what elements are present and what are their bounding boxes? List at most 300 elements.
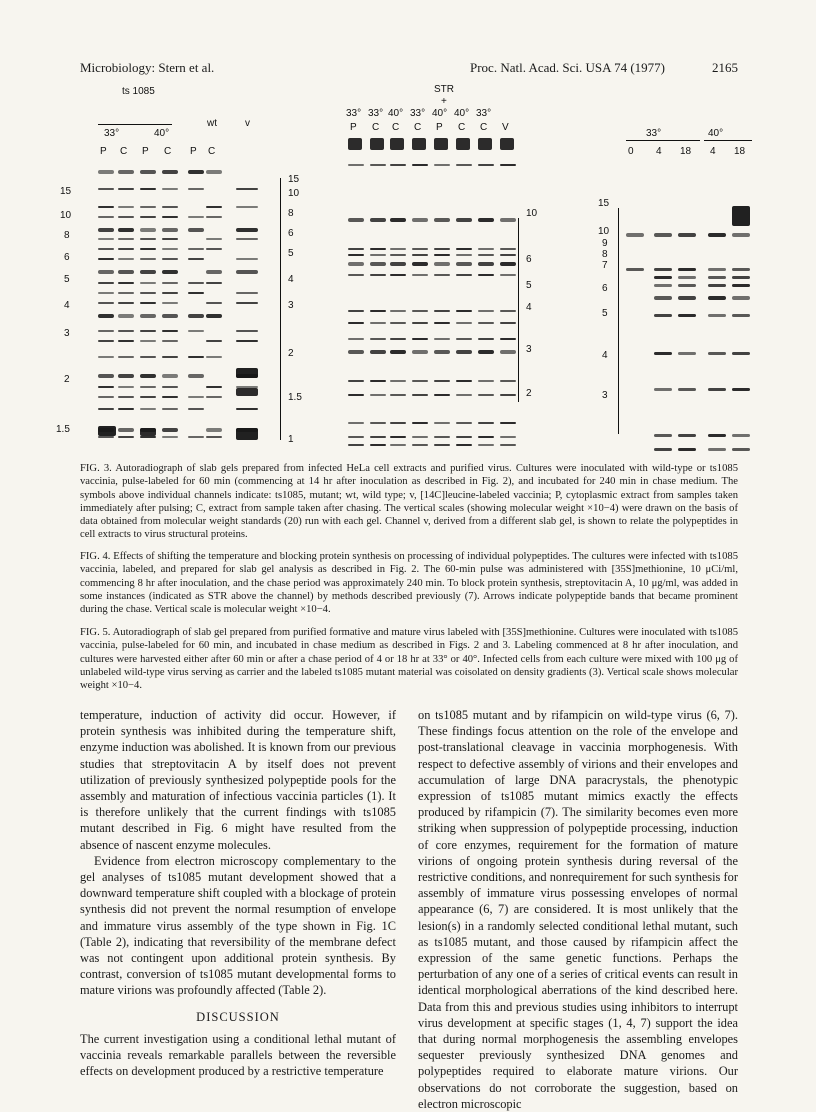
gel-band	[478, 138, 492, 150]
gel-band	[98, 386, 114, 388]
gel-band	[236, 258, 258, 260]
gel-band	[732, 388, 750, 391]
gel-band	[162, 248, 178, 250]
gel-band	[236, 238, 258, 240]
gel-band	[478, 350, 494, 354]
gel-band	[118, 340, 134, 342]
gel-band	[140, 282, 156, 284]
gel-band	[370, 218, 386, 222]
gel-band	[370, 394, 386, 396]
fig3-lane-label: P	[100, 146, 107, 157]
gel-band	[370, 350, 386, 354]
fig3-group-label: ts 1085	[122, 86, 155, 97]
gel-band	[188, 228, 204, 232]
gel-band	[500, 394, 516, 396]
gel-band	[162, 228, 178, 232]
gel-band	[500, 338, 516, 340]
gel-band	[370, 274, 386, 276]
gel-band	[500, 262, 516, 266]
gel-band	[412, 262, 428, 266]
gel-band	[188, 356, 204, 358]
gel-band	[98, 426, 116, 436]
gel-band	[140, 408, 156, 410]
fig5-scale-tick: 10	[598, 226, 610, 237]
gel-band	[732, 284, 750, 287]
gel-band	[236, 340, 258, 342]
gel-band	[236, 302, 258, 304]
gel-band	[118, 282, 134, 284]
gel-band	[456, 350, 472, 354]
gel-band	[140, 396, 156, 398]
fig3-lane-label: C	[164, 146, 172, 157]
fig3-caption: FIG. 3. Autoradiograph of slab gels prepared from infected HeLa cell extracts and purified virus. Cultures were inoculated with wild-type or ts1085 vaccinia, pulse-labeled for 60 min (commencing at 14 hr after inoculation as described in Fig. 2), and incubated for 240 min in chase medium. The symbols above individual channels indicate: ts1085, mutant; wt, wild type; v, [14C]leucine-labeled vaccinia; P, cytoplasmic extract from samples taken immediately after pulsing; C, extract from sample taken after chasing. The vertical scales (showing molecular weight ×10−4) were drawn on the basis of data obtained from molecular weight standards (20) run with each gel. Channel v, derived from a different slab gel, is shown to relate the polypeptides in cell extracts to virus structural proteins.	[80, 463, 738, 541]
gel-band	[348, 322, 364, 324]
gel-band	[708, 314, 726, 317]
gel-band	[206, 314, 222, 318]
gel-band	[370, 254, 386, 256]
gel-band	[206, 340, 222, 342]
running-header-right	[470, 60, 738, 76]
gel-band	[390, 436, 406, 438]
gel-band	[412, 274, 428, 276]
fig4-temp-label: 33°	[410, 108, 426, 119]
gel-band	[188, 330, 204, 332]
gel-band	[678, 388, 696, 391]
gel-band	[98, 314, 114, 318]
journal-citation: Proc. Natl. Acad. Sci. USA 74 (1977)	[470, 60, 665, 75]
gel-band	[412, 394, 428, 396]
gel-band	[118, 428, 134, 432]
fig4-scale-tick: 5	[526, 280, 532, 291]
gel-band	[654, 352, 672, 355]
gel-band	[434, 338, 450, 340]
gel-band	[456, 310, 472, 312]
gel-band	[206, 282, 222, 284]
gel-band	[708, 388, 726, 391]
gel-band	[412, 350, 428, 354]
gel-band	[206, 238, 222, 240]
gel-band	[370, 164, 386, 166]
gel-band	[708, 284, 726, 287]
gel-band	[732, 233, 750, 237]
gel-band	[654, 233, 672, 237]
gel-band	[162, 374, 178, 378]
fig5-time-label: 18	[680, 146, 692, 157]
gel-band	[162, 302, 178, 304]
gel-band	[500, 254, 516, 256]
gel-band	[434, 262, 450, 266]
gel-band	[188, 282, 204, 284]
gel-band	[118, 248, 134, 250]
gel-band	[708, 352, 726, 355]
gel-band	[118, 374, 134, 378]
gel-band	[626, 233, 644, 237]
gel-band	[236, 228, 258, 232]
gel-band	[478, 164, 494, 166]
body-left-column	[80, 707, 396, 1079]
gel-band	[162, 258, 178, 260]
fig3-right-scale-tick: 15	[288, 174, 300, 185]
gel-band	[140, 386, 156, 388]
gel-band	[118, 396, 134, 398]
gel-band	[500, 248, 516, 250]
fig5-scale-tick: 15	[598, 198, 610, 209]
running-header-left: Microbiology: Stern et al.	[80, 60, 215, 75]
gel-band	[500, 444, 516, 446]
gel-band	[732, 352, 750, 355]
gel-band	[654, 296, 672, 300]
gel-band	[478, 422, 494, 424]
gel-band	[456, 444, 472, 446]
gel-band	[206, 436, 222, 438]
fig3-right-scale-tick: 6	[288, 228, 294, 239]
gel-band	[98, 302, 114, 304]
gel-band	[500, 164, 516, 166]
fig3-v-label: v	[245, 118, 250, 129]
gel-band	[188, 314, 204, 318]
gel-band	[478, 310, 494, 312]
gel-band	[370, 262, 386, 266]
gel-band	[188, 292, 204, 294]
gel-band	[370, 322, 386, 324]
gel-band	[500, 436, 516, 438]
gel-band	[500, 350, 516, 354]
gel-band	[348, 422, 364, 424]
gel-band	[434, 218, 450, 222]
gel-band	[118, 228, 134, 232]
gel-band	[140, 302, 156, 304]
gel-band	[678, 284, 696, 287]
gel-band	[98, 238, 114, 240]
fig5-time-label: 18	[734, 146, 746, 157]
gel-band	[236, 206, 258, 208]
gel-band	[348, 338, 364, 340]
gel-band	[140, 206, 156, 208]
gel-band	[370, 310, 386, 312]
gel-band	[118, 386, 134, 388]
fig4-gel-image	[340, 78, 570, 460]
gel-band	[118, 408, 134, 410]
gel-band	[206, 206, 222, 208]
gel-band	[348, 248, 364, 250]
body-paragraph: on ts1085 mutant and by rifampicin on wild-type virus (6, 7). These findings focus attention on the role of the envelope and post-translational cleavage in vaccinia morphogenesis. With respect to defective assembly of virions and their envelopes and accumulation of large DNA paracrystals, the phenotypic expression of ts1085 mutant mimics exactly the effects produced by rifampicin (7). The similarity becomes even more striking when suppression of polypeptide processing, induction of core enzymes, requirement for the formation of mature virions of ongoing protein synthesis during reversal of the restrictive conditions, and nonrequirement for such synthesis for assembly of immature virus possessing envelopes of normal appearance (6, 7) are considered. It is most unlikely that the lesion(s) in a randomly selected conditional lethal mutant, such as ts1085 mutant, and those caused by rifampicin affect the expression of the same genetic functions. Perhaps the perturbation of any one of a series of critical events can result in identical morphological aberrations of the kind described here. Data from this and previous studies using inhibitors to interrupt virus development at specific stages (1, 4, 7) support the idea that during normal morphogenesis the assembling envelopes sequester previously synthesized DNA genomes and polypeptides required to elaborate mature virions. Our observations do not corroborate the suggestion, based on electron microscopic	[418, 708, 738, 1111]
gel-band	[118, 356, 134, 358]
gel-band	[654, 276, 672, 279]
gel-band	[412, 138, 426, 150]
gel-band	[434, 444, 450, 446]
gel-band	[478, 380, 494, 382]
fig5-scale-tick: 4	[602, 350, 608, 361]
gel-band	[434, 436, 450, 438]
gel-band	[206, 356, 222, 358]
gel-band	[348, 254, 364, 256]
gel-band	[412, 218, 428, 222]
fig4-temp-label: 33°	[346, 108, 362, 119]
gel-band	[206, 170, 222, 174]
gel-band	[140, 314, 156, 318]
gel-band	[456, 138, 470, 150]
gel-band	[654, 434, 672, 437]
discussion-heading: DISCUSSION	[196, 1009, 280, 1024]
gel-band	[456, 164, 472, 166]
gel-band	[118, 238, 134, 240]
gel-band	[348, 444, 364, 446]
gel-band	[140, 248, 156, 250]
fig5-scale-tick: 6	[602, 283, 608, 294]
gel-band	[434, 310, 450, 312]
gel-band	[140, 188, 156, 190]
gel-band	[678, 352, 696, 355]
gel-band	[162, 330, 178, 332]
gel-band	[412, 422, 428, 424]
gel-band	[478, 248, 494, 250]
gel-band	[98, 330, 114, 332]
gel-band	[188, 374, 204, 378]
gel-band	[456, 380, 472, 382]
gel-band	[434, 248, 450, 250]
gel-band	[140, 436, 156, 438]
gel-band	[390, 274, 406, 276]
gel-band	[348, 262, 364, 266]
gel-band	[206, 248, 222, 250]
gel-band	[412, 380, 428, 382]
gel-band	[390, 254, 406, 256]
fig4-temp-label: 40°	[454, 108, 470, 119]
gel-band	[434, 380, 450, 382]
gel-band	[188, 396, 204, 398]
gel-band	[206, 302, 222, 304]
fig5-scale-tick: 3	[602, 390, 608, 401]
gel-band	[456, 338, 472, 340]
gel-band	[370, 436, 386, 438]
gel-band	[732, 434, 750, 437]
gel-band	[140, 170, 156, 174]
gel-band	[412, 338, 428, 340]
gel-band	[206, 216, 222, 218]
gel-band	[118, 302, 134, 304]
fig4-temp-label: 33°	[476, 108, 492, 119]
gel-band	[236, 428, 258, 440]
gel-band	[236, 188, 258, 190]
gel-band	[118, 292, 134, 294]
gel-band	[500, 218, 516, 222]
fig3-lane-label: C	[208, 146, 216, 157]
gel-band	[390, 322, 406, 324]
fig3-left-scale-tick: 3	[64, 328, 70, 339]
gel-band	[390, 394, 406, 396]
gel-band	[206, 428, 222, 432]
gel-band	[708, 276, 726, 279]
gel-band	[678, 448, 696, 451]
gel-band	[162, 282, 178, 284]
gel-band	[162, 206, 178, 208]
gel-band	[206, 270, 222, 274]
gel-band	[500, 310, 516, 312]
fig3-left-scale-tick: 4	[64, 300, 70, 311]
gel-band	[412, 444, 428, 446]
gel-band	[348, 274, 364, 276]
fig5-temp-33: 33°	[646, 128, 662, 139]
gel-band	[732, 206, 750, 226]
gel-band	[500, 322, 516, 324]
gel-band	[390, 138, 404, 150]
gel-band	[500, 138, 514, 150]
gel-band	[478, 254, 494, 256]
gel-band	[162, 292, 178, 294]
fig4-plus-label: +	[441, 96, 447, 107]
gel-band	[98, 248, 114, 250]
fig3-gel-image	[56, 78, 330, 460]
gel-band	[188, 408, 204, 410]
gel-band	[98, 356, 114, 358]
fig4-lane-label: P	[436, 122, 443, 133]
gel-band	[678, 296, 696, 300]
gel-band	[370, 338, 386, 340]
fig4-lane-label: C	[458, 122, 466, 133]
gel-band	[456, 422, 472, 424]
gel-band	[140, 340, 156, 342]
gel-band	[140, 374, 156, 378]
gel-band	[118, 188, 134, 190]
gel-band	[708, 233, 726, 237]
gel-band	[140, 228, 156, 232]
fig5-scale-tick: 8	[602, 249, 608, 260]
gel-band	[348, 436, 364, 438]
gel-band	[98, 270, 114, 274]
gel-band	[390, 444, 406, 446]
fig4-scale-tick: 3	[526, 344, 532, 355]
gel-band	[434, 322, 450, 324]
gel-band	[348, 350, 364, 354]
gel-band	[162, 170, 178, 174]
gel-band	[654, 268, 672, 271]
fig3-temp-33: 33°	[104, 128, 120, 139]
gel-band	[118, 330, 134, 332]
gel-band	[732, 314, 750, 317]
fig3-wt-label: wt	[207, 118, 217, 129]
gel-band	[456, 394, 472, 396]
gel-band	[118, 314, 134, 318]
gel-band	[140, 428, 156, 436]
gel-band	[500, 422, 516, 424]
gel-band	[390, 218, 406, 222]
gel-band	[162, 188, 178, 190]
gel-band	[708, 434, 726, 437]
gel-band	[678, 276, 696, 279]
gel-band	[236, 292, 258, 294]
gel-band	[654, 284, 672, 287]
fig3-left-scale-tick: 5	[64, 274, 70, 285]
gel-band	[98, 216, 114, 218]
gel-band	[370, 248, 386, 250]
gel-band	[348, 138, 362, 150]
gel-band	[678, 268, 696, 271]
fig4-scale-tick: 10	[526, 208, 538, 219]
gel-band	[478, 436, 494, 438]
gel-band	[678, 434, 696, 437]
gel-band	[412, 436, 428, 438]
gel-band	[390, 164, 406, 166]
fig3-lane-label: C	[120, 146, 128, 157]
gel-band	[236, 388, 258, 396]
gel-band	[412, 322, 428, 324]
fig3-left-scale-tick: 2	[64, 374, 70, 385]
body-paragraph: Evidence from electron microscopy complementary to the gel analyses of ts1085 mutant development showed that a downward temperature shift coupled with a blockage of protein synthesis did not prevent the normal resumption of envelope and immature virus assembly of the type shown in Fig. 1C (Table 2), indicating that reversibility of the membrane defect was not contingent upon additional protein synthesis. By contrast, conversion of ts1085 mutant developmental forms to mature virions was profoundly affected (Table 2).	[80, 853, 396, 998]
gel-band	[348, 380, 364, 382]
gel-band	[390, 262, 406, 266]
fig4-temp-label: 40°	[432, 108, 448, 119]
gel-band	[118, 270, 134, 274]
gel-band	[236, 270, 258, 274]
gel-band	[162, 216, 178, 218]
gel-band	[98, 170, 114, 174]
gel-band	[98, 188, 114, 190]
gel-band	[118, 436, 134, 438]
fig3-lane-label: P	[190, 146, 197, 157]
fig4-lane-label: C	[392, 122, 400, 133]
fig5-scale-tick: 9	[602, 238, 608, 249]
gel-band	[456, 436, 472, 438]
gel-band	[390, 350, 406, 354]
fig3-right-scale-tick: 8	[288, 208, 294, 219]
fig3-left-scale-tick: 8	[64, 230, 70, 241]
gel-band	[390, 380, 406, 382]
gel-band	[162, 340, 178, 342]
gel-band	[654, 388, 672, 391]
fig3-right-scale-tick: 5	[288, 248, 294, 259]
gel-band	[412, 248, 428, 250]
body-paragraph: The current investigation using a conditional lethal mutant of vaccinia reveals remarkable parallels between the reversible effects on development produced by a restrictive temperature	[80, 1031, 396, 1079]
gel-band	[626, 268, 644, 271]
fig3-left-scale-tick: 15	[60, 186, 72, 197]
gel-band	[478, 338, 494, 340]
fig5-time-label: 4	[656, 146, 662, 157]
gel-band	[412, 164, 428, 166]
gel-band	[188, 170, 204, 174]
gel-band	[500, 380, 516, 382]
fig5-time-label: 0	[628, 146, 634, 157]
gel-band	[678, 233, 696, 237]
gel-band	[456, 218, 472, 222]
gel-band	[390, 422, 406, 424]
fig4-temp-label: 33°	[368, 108, 384, 119]
gel-band	[390, 310, 406, 312]
gel-band	[140, 238, 156, 240]
gel-band	[370, 380, 386, 382]
page-number: 2165	[712, 60, 738, 75]
gel-band	[456, 322, 472, 324]
gel-band	[732, 448, 750, 451]
gel-band	[98, 374, 114, 378]
gel-band	[412, 310, 428, 312]
gel-band	[236, 408, 258, 410]
fig4-scale-tick: 6	[526, 254, 532, 265]
gel-band	[370, 422, 386, 424]
gel-band	[390, 338, 406, 340]
fig4-lane-label: P	[350, 122, 357, 133]
gel-band	[348, 164, 364, 166]
fig4-temp-label: 40°	[388, 108, 404, 119]
gel-band	[434, 164, 450, 166]
fig5-scale-tick: 7	[602, 260, 608, 271]
fig4-lane-label: C	[372, 122, 380, 133]
gel-band	[162, 270, 178, 274]
gel-band	[98, 396, 114, 398]
fig3-right-scale-tick: 3	[288, 300, 294, 311]
gel-band	[412, 254, 428, 256]
gel-band	[98, 340, 114, 342]
fig3-left-scale-tick: 10	[60, 210, 72, 221]
